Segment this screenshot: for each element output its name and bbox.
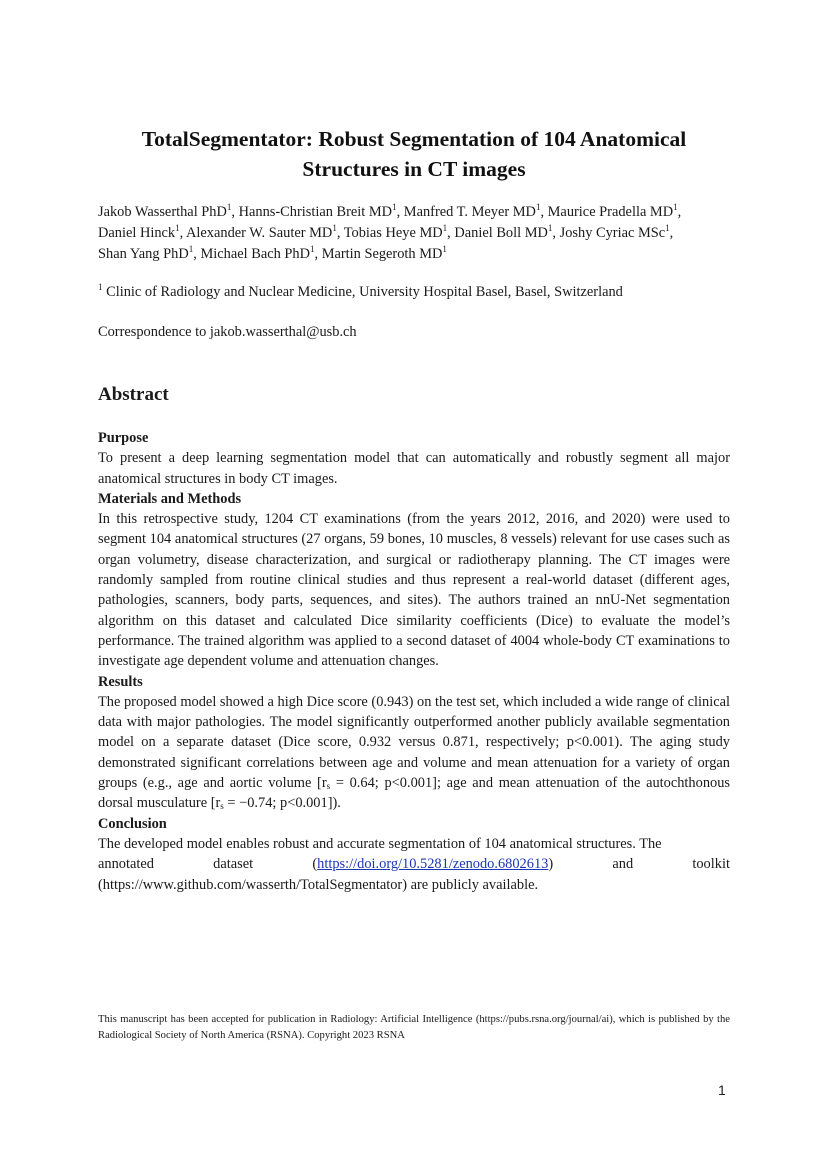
purpose-heading: Purpose bbox=[98, 430, 149, 446]
author: Manfred T. Meyer MD bbox=[403, 204, 536, 220]
author: Daniel Hinck bbox=[98, 225, 176, 241]
conclusion-line bbox=[98, 854, 730, 874]
dataset-link-wrapper bbox=[312, 854, 553, 874]
author: Alexander W. Sauter MD bbox=[186, 225, 333, 241]
dataset-link[interactable]: https://doi.org/10.5281/zenodo.6802613 bbox=[317, 856, 549, 873]
author: Michael Bach PhD bbox=[200, 246, 310, 262]
affiliation-mark: 1 bbox=[535, 202, 541, 212]
affiliation-mark: 1 bbox=[673, 202, 678, 212]
affiliation-mark: 1 bbox=[665, 223, 670, 233]
affiliation-mark: 1 bbox=[547, 223, 553, 233]
word: dataset bbox=[213, 856, 254, 873]
abstract-heading: Abstract bbox=[98, 384, 169, 405]
results-heading: Results bbox=[98, 673, 143, 690]
affiliation-mark: 1 bbox=[332, 223, 337, 233]
word: annotated bbox=[98, 856, 154, 873]
author: Joshy Cyriac MSc bbox=[559, 225, 666, 241]
page-number: 1 bbox=[718, 1082, 726, 1098]
paren: ( bbox=[312, 856, 318, 873]
subscript: s bbox=[220, 801, 224, 812]
affiliation-mark: 1 bbox=[392, 202, 397, 212]
subscript: s bbox=[326, 781, 331, 792]
paper-title bbox=[90, 124, 738, 184]
affiliation-mark: 1 bbox=[226, 202, 232, 212]
results-text bbox=[98, 692, 730, 814]
results-text-part: The proposed model showed a high Dice score (0.943) on the test set, which included a wide range of clinical data with major pathologies. The model significantly outperformed another publicly available segmentation model on a separate dataset (Dice score, 0.932 versus 0.871, respectively; p<0.001). The aging study demonstrated significant correlations between age and volume and mean attenuation for a variety of organ groups (e.g., age and aortic volume [r bbox=[98, 693, 730, 792]
results-text-part: = −0.74; p<0.001]). bbox=[223, 795, 341, 812]
author: Martin Segeroth MD bbox=[321, 246, 443, 262]
correspondence: Correspondence to jakob.wasserthal@usb.ch bbox=[98, 324, 357, 340]
conclusion-line: The developed model enables robust and accurate segmentation of 104 anatomical structures. The bbox=[98, 835, 662, 852]
methods-text: In this retrospective study, 1204 CT examinations (from the years 2012, 2016, and 2020) were used to segment 104 anatomical structures (27 organs, 59 bones, 10 muscles, 8 vessels) relevant for use cases such as organ volumetry, disease characterization, and surgical or radiotherapy planning. The CT images were randomly sampled from routine clinical studies and thus represent a real-world dataset (different ages, pathologies, scanners, body parts, sequences, and sites). The authors trained an nnU-Net segmentation algorithm on this dataset and calculated Dice similarity coefficients (Dice) to evaluate the model’s performance. The trained algorithm was applied to a second dataset of 4004 whole-body CT examinations to investigate age dependent volume and attenuation changes. bbox=[98, 511, 730, 670]
results-text-part: = 0.64; p<0.001]; age and mean attenuation of the autochthonous dorsal musculature [r bbox=[98, 775, 731, 812]
conclusion-line: (https://www.github.com/wasserth/TotalSegmentator) are publicly available. bbox=[98, 876, 539, 893]
abstract-body bbox=[98, 428, 730, 895]
author: Jakob Wasserthal PhD bbox=[98, 204, 227, 220]
author: Shan Yang PhD bbox=[98, 246, 189, 262]
affiliation-mark: 1 bbox=[175, 223, 180, 233]
conclusion-heading: Conclusion bbox=[98, 815, 167, 832]
author-list: Jakob Wasserthal PhD$^1$, Hanns-Christian Breit $MD^1$, Manfred T. Meyer $MD^1$, Maurice Pradella $MD^1$, Daniel Hinck$^1$, Alexander W. Sauter $MD^1$, Tobias Heye $MD^1$, Daniel Boll $MD^1$, Joshy Cyriac MSc$^1$, Shan Yang PhD$^1$, Michael Bach PhD$^1$, Martin Segeroth $MD^1$ bbox=[98, 202, 682, 262]
paren: ) bbox=[548, 856, 554, 873]
conclusion-text bbox=[98, 834, 730, 895]
title-line-1: TotalSegmentator: Robust Segmentation of 104 Anatomical bbox=[141, 127, 687, 151]
affiliation-mark: 1 bbox=[442, 223, 448, 233]
author: Hanns-Christian Breit MD bbox=[238, 204, 393, 220]
affiliation-mark: 1 bbox=[309, 244, 315, 254]
methods-heading: Materials and Methods bbox=[98, 490, 242, 507]
affiliation-mark: 1 bbox=[442, 244, 447, 254]
author: Maurice Pradella MD bbox=[547, 204, 674, 220]
affiliation-mark: 1 bbox=[98, 282, 103, 292]
affiliation bbox=[98, 282, 623, 302]
author: Daniel Boll MD bbox=[454, 225, 548, 241]
title-line-2: Structures in CT images bbox=[302, 157, 526, 181]
word: and bbox=[612, 856, 634, 873]
affiliation-mark: 1 bbox=[188, 244, 194, 254]
purpose-text: To present a deep learning segmentation model that can automatically and robustly segment all major anatomical structures in body CT images. bbox=[98, 450, 730, 487]
word: toolkit bbox=[692, 856, 730, 873]
affiliation-text: Clinic of Radiology and Nuclear Medicine, University Hospital Basel, Basel, Switzerland bbox=[106, 284, 623, 300]
author: Tobias Heye MD bbox=[343, 225, 443, 241]
publication-footnote: This manuscript has been accepted for publication in Radiology: Artificial Intelligence (https://pubs.rsna.org/journal/ai), which is published by the Radiological Society of North America (RSNA). Copyright 2023 RSNA bbox=[98, 1014, 730, 1041]
